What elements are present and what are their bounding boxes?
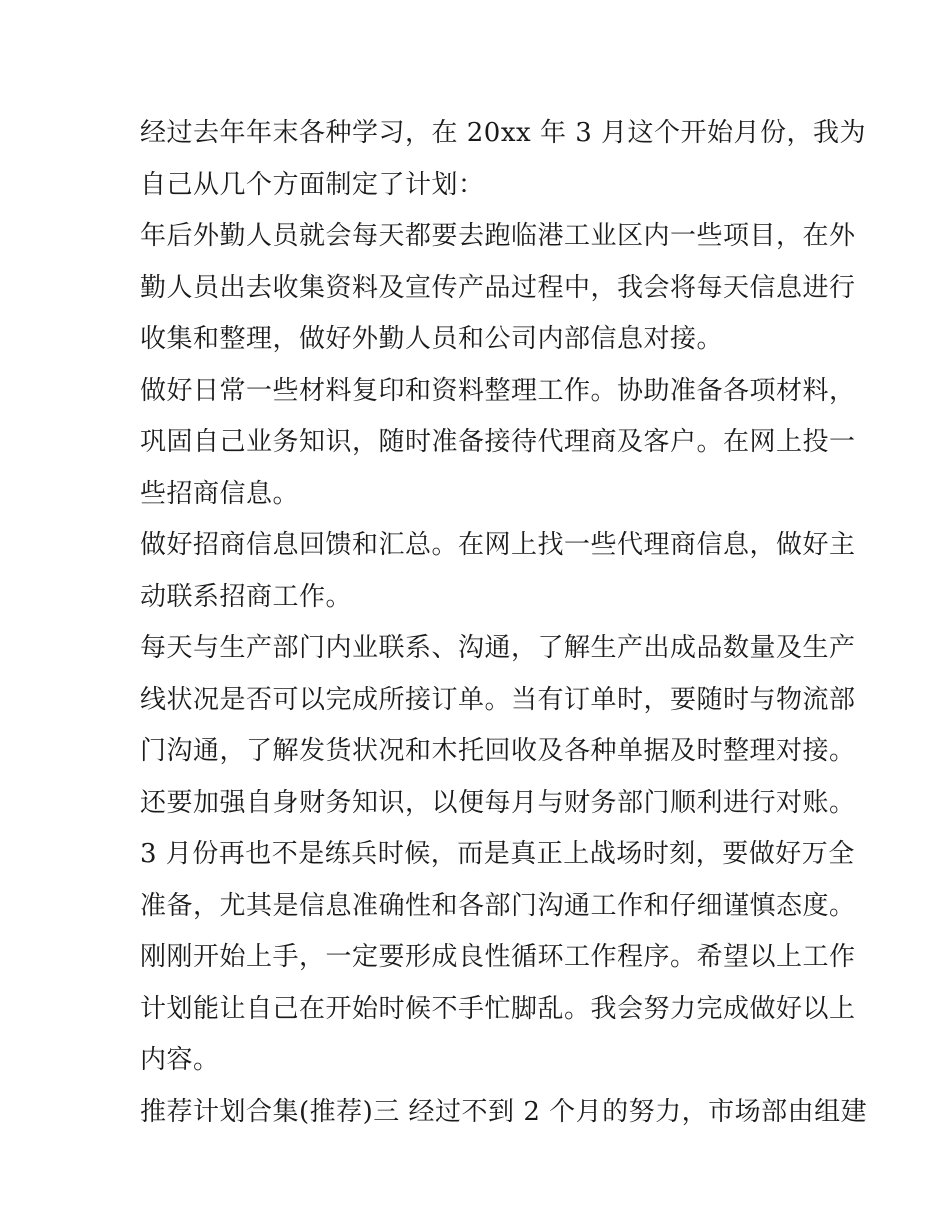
- text-line: 内容。: [140, 1045, 220, 1075]
- text-line: 准备，尤其是信息准确性和各部门沟通工作和仔细谨慎态度。: [140, 890, 856, 921]
- text-line: 做好日常一些材料复印和资料整理工作。协助准备各项材料，: [140, 375, 856, 406]
- text-line: 推荐计划合集(推荐)三 经过不到 2 个月的努力，市场部由组建: [140, 1096, 868, 1127]
- text-line: 些招商信息。: [140, 478, 300, 509]
- text-line: 刚刚开始上手，一定要形成良性循环工作程序。希望以上工作: [140, 942, 856, 972]
- text-line: 勤人员出去收集资料及宣传产品过程中，我会将每天信息进行: [140, 272, 856, 303]
- text-line: 年后外勤人员就会每天都要去跑临港工业区内一些项目，在外: [140, 221, 856, 251]
- text-line: 经过去年年末各种学习，在 20xx 年 3 月这个开始月份，我为: [140, 118, 867, 148]
- text-line: 动联系招商工作。: [140, 581, 353, 612]
- text-line: 收集和整理，做好外勤人员和公司内部信息对接。: [140, 324, 724, 354]
- document-body: [140, 108, 868, 1138]
- text-line: 还要加强自身财务知识，以便每月与财务部门顺利进行对账。: [140, 787, 856, 818]
- text-line: 3 月份再也不是练兵时候，而是真正上战场时刻，要做好万全: [140, 839, 855, 869]
- text-line: 自己从几个方面制定了计划：: [140, 169, 485, 200]
- text-line: 线状况是否可以完成所接订单。当有订单时，要随时与物流部: [140, 684, 856, 715]
- text-line: 计划能让自己在开始时候不手忙脚乱。我会努力完成做好以上: [140, 993, 856, 1024]
- text-line: 门沟通，了解发货状况和木托回收及各种单据及时整理对接。: [140, 736, 856, 766]
- text-line: 做好招商信息回馈和汇总。在网上找一些代理商信息，做好主: [140, 530, 856, 560]
- text-line: 巩固自己业务知识，随时准备接待代理商及客户。在网上投一: [140, 427, 856, 457]
- text-line: 每天与生产部门内业联系、沟通，了解生产出成品数量及生产: [140, 633, 856, 663]
